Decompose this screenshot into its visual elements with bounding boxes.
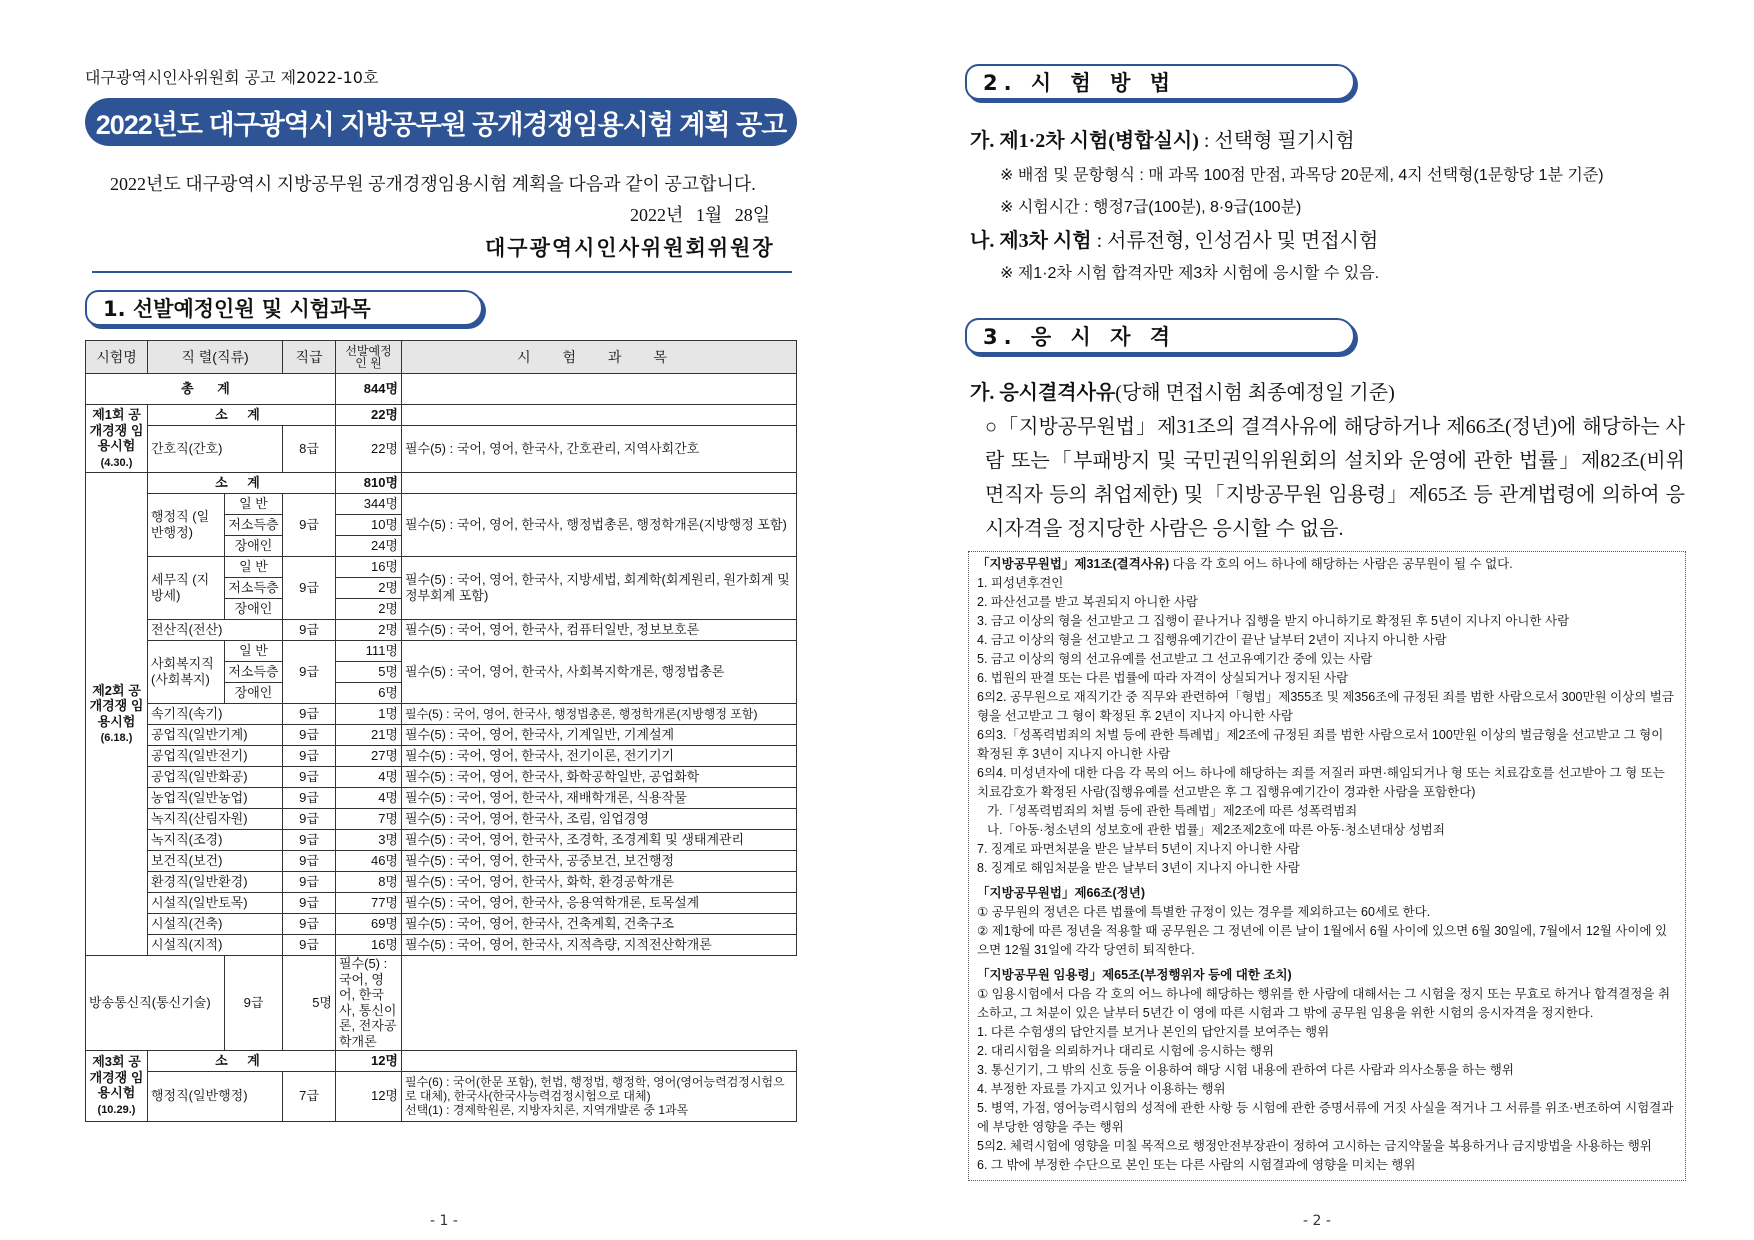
table-row: 제3회 공개경쟁 임용시험 (10.29.) 소 계 12명 [86,1050,797,1071]
table-header-row [86,341,797,374]
law-list-item: 1. 피성년후견인 [977,576,1064,590]
table-row: 저소득층 2명 [86,578,797,599]
law-list-item: 6. 그 밖에 부정한 수단으로 본인 또는 다른 사람의 시험결과에 영향을 미치는 행위 [977,1158,1416,1172]
notice-number: 대구광역시인사위원회 공고 제2022-10호 [85,68,379,87]
law-list-item: 6의4. 미성년자에 대한 다음 각 목의 어느 하나에 해당하는 죄를 저질러 파면·해임되거나 형 또는 치료감호를 선고받아 그 형 또는 치료감호가 확정된 사람(집행유예를 선고받은 후 그 집행유예기간이 경과한 사람을 포함한다) [977,766,1665,799]
law-list-item: 5의2. 체력시험에 영향을 미칠 목적으로 행정안전부장관이 정하여 고시하는 금지약물을 복용하거나 금지방법을 사용하는 행위 [977,1139,1652,1153]
intro-text: 2022년도 대구광역시 지방공무원 공개경쟁임용시험 계획을 다음과 같이 공고합니다. [110,174,756,194]
table-row [86,374,797,405]
table-row: 행정직 (일반행정) 일 반 9급 344명 필수(5) : 국어, 영어, 한국사, 행정법총론, 행정학개론(지방행정 포함) [86,494,797,515]
law65-heading: 「지방공무원 임용령」제65조(부정행위자 등에 대한 조치) [977,968,1292,982]
table-row: 환경직(일반환경) 9급 8명 필수(5) : 국어, 영어, 한국사, 화학, 환경공학개론 [86,872,797,893]
table-row: 장애인 24명 [86,536,797,557]
table-row: 공업직(일반화공) 9급 4명 필수(5) : 국어, 영어, 한국사, 화학공학일반, 공업화학 [86,767,797,788]
law-list-item: 8. 징계로 해임처분을 받은 날부터 3년이 지나지 아니한 사람 [977,861,1300,875]
law-list-item: 6. 법원의 판결 또는 다른 법률에 따라 자격이 상실되거나 정지된 사람 [977,671,1349,685]
page-title [85,98,797,146]
page-number-2: - 2 - [1303,1213,1331,1229]
law-list-item: 6의3.「성폭력범죄의 처벌 등에 관한 특례법」제2조에 규정된 죄를 범한 사람으로서 100만원 이상의 벌금형을 선고받고 그 형이 확정된 후 3년이 지나지 아니한 사람 [977,728,1664,761]
page-title-text: 2022년도 대구광역시 지방공무원 공개경쟁임용시험 계획 공고 [95,109,787,140]
law-list-item: 가.「성폭력범죄의 처벌 등에 관한 특례법」제2조에 따른 성폭력범죄 [987,804,1358,818]
table-row: 저소득층 10명 [86,515,797,536]
law-list-item: ① 공무원의 정년은 다른 법률에 특별한 규정이 있는 경우를 제외하고는 60세로 한다. [977,905,1431,919]
subtotal-label: 소 계 [148,405,336,426]
law-list-item: ② 제1항에 따른 정년을 적용할 때 공무원은 그 정년에 이른 날이 1월에서 6월 사이에 있으면 6월 30일에, 7월에서 12월 사이에 있으면 12월 31일에 각각 당연히 퇴직한다. [977,924,1668,957]
th-position: 직 렬(직류) [148,341,283,374]
section2-title [965,64,1355,100]
table-row: 방송통신직(통신기술) 9급 5명 필수(5) : 국어, 영어, 한국사, 통신이론, 전자공학개론 [86,956,797,1051]
law-list-item: 6의2. 공무원으로 재직기간 중 직무와 관련하여「형법」제355조 및 제356조에 규정된 죄를 범한 사람으로서 300만원 이상의 벌금형을 선고받고 그 형이 확정된 후 2년이 지나지 아니한 사람 [977,690,1674,723]
method-b: 나. 제3차 시험 : 서류전형, 인성검사 및 면접시험 [970,230,1379,252]
table-row [86,405,797,426]
law-list-item: 4. 금고 이상의 형을 선고받고 그 집행유예기간이 끝난 날부터 2년이 지나지 아니한 사람 [977,633,1447,647]
law66-heading: 「지방공무원법」제66조(정년) [977,886,1145,900]
law31-heading: 「지방공무원법」제31조(결격사유) 다음 각 호의 어느 하나에 해당하는 사람은 공무원이 될 수 없다. [977,557,1513,571]
exam1-name: 제1회 공개경쟁 임용시험 (4.30.) [86,405,148,473]
th-subjects: 시 험 과 목 [402,341,797,374]
table-row: 공업직(일반기계) 9급 21명 필수(5) : 국어, 영어, 한국사, 기계일반, 기계설계 [86,725,797,746]
table-row: 시설직(지적) 9급 16명 필수(5) : 국어, 영어, 한국사, 지적측량, 지적전산학개론 [86,935,797,956]
table-row: 저소득층 5명 [86,662,797,683]
table-row: 세무직 (지방세) 일 반 9급 16명 필수(5) : 국어, 영어, 한국사, 지방세법, 회계학(회계원리, 원가회계 및 정부회계 포함) [86,557,797,578]
exam3-subtotal: 12명 [336,1050,402,1071]
page-number-1: - 1 - [430,1213,458,1229]
table-row: 간호직(간호) 8급 22명 필수(5) : 국어, 영어, 한국사, 간호관리, 지역사회간호 [86,426,797,473]
law-list-item: 7. 징계로 파면처분을 받은 날부터 5년이 지나지 아니한 사람 [977,842,1300,856]
table-row: 장애인 6명 [86,683,797,704]
law-list-item: 5. 병역, 가점, 영어능력시험의 성적에 관한 사항 등 시험에 관한 증명서류에 거짓 사실을 적거나 그 서류를 위조·변조하여 시험결과에 부당한 영향을 주는 행위 [977,1101,1674,1134]
law-list-item: 나.「아동·청소년의 성보호에 관한 법률」제2조제2호에 따른 아동·청소년대상 성범죄 [987,823,1445,837]
table-row: 장애인 2명 [86,599,797,620]
section3-title-text: 3. 응 시 자 격 [983,325,1176,349]
exam2-name: 제2회 공개경쟁 임용시험 (6.18.) [86,473,148,956]
law-list-item: 2. 파산선고를 받고 복권되지 아니한 사람 [977,595,1198,609]
table-row: 사회복지직 (사회복지) 일 반 9급 111명 필수(5) : 국어, 영어, 한국사, 사회복지학개론, 행정법총론 [86,641,797,662]
exam3-name: 제3회 공개경쟁 임용시험 (10.29.) [86,1050,148,1121]
law-list-item: 2. 대리시험을 의뢰하거나 대리로 시험에 응시하는 행위 [977,1044,1274,1058]
table-row: 행정직(일반행정) 7급 12명 필수(6) : 국어(한문 포함), 헌법, 행정법, 행정학, 영어(영어능력검정시험으로 대체), 한국사(한국사능력검정시험으로 대체) 선택(1) : 경제학원론, 지방자치론, 지역개발론 중 1과목 [86,1071,797,1121]
table-row: 제2회 공개경쟁 임용시험 (6.18.) 소 계 810명 [86,473,797,494]
law-list-item: 3. 금고 이상의 형을 선고받고 그 집행이 끝나거나 집행을 받지 아니하기로 확정된 후 5년이 지나지 아니한 사람 [977,614,1570,628]
method-note-3: ※ 제1·2차 시험 합격자만 제3차 시험에 응시할 수 있음. [1000,265,1380,282]
qual-a: 가. 응시결격사유(당해 면접시험 최종예정일 기준) [970,382,1395,404]
signer: 대구광역시인사위원회위원장 [485,236,775,260]
table-row: 보건직(보건) 9급 46명 필수(5) : 국어, 영어, 한국사, 공중보건, 보건행정 [86,851,797,872]
section1-title [85,290,483,326]
law65-list [977,985,1677,1175]
table-row: 농업직(일반농업) 9급 4명 필수(5) : 국어, 영어, 한국사, 재배학개론, 식용작물 [86,788,797,809]
table-row: 녹지직(조경) 9급 3명 필수(5) : 국어, 영어, 한국사, 조경학, 조경계획 및 생태계관리 [86,830,797,851]
table-row: 녹지직(산림자원) 9급 7명 필수(5) : 국어, 영어, 한국사, 조림, 임업경영 [86,809,797,830]
law-list-item: 1. 다른 수험생의 답안지를 보거나 본인의 답안지를 보여주는 행위 [977,1025,1330,1039]
table-row: 시설직(일반토목) 9급 77명 필수(5) : 국어, 영어, 한국사, 응용역학개론, 토목설계 [86,893,797,914]
total-label: 총 계 [86,374,336,405]
divider [92,271,792,273]
total-count: 844명 [336,374,402,405]
law31-list [977,574,1677,878]
exam-table [85,340,797,1122]
law-list-item: 4. 부정한 자료를 가지고 있거나 이용하는 행위 [977,1082,1226,1096]
section2-title-text: 2. 시 험 방 법 [983,71,1176,95]
law-list-item: ① 임용시험에서 다음 각 호의 어느 하나에 해당하는 행위를 한 사람에 대해서는 그 시험을 정지 또는 무효로 하거나 합격결정을 취소하고, 그 처분이 있은 날부터 5년간 이 영에 따른 시험과 그 밖에 공무원 임용을 위한 시험의 응시자격을 정지한다. [977,987,1671,1020]
method-a: 가. 제1·2차 시험(병합실시) : 선택형 필기시험 [970,130,1355,152]
law-excerpt-box [968,551,1686,1181]
table-row: 속기직(속기) 9급 1명 필수(5) : 국어, 영어, 한국사, 행정법총론, 행정학개론(지방행정 포함) [86,704,797,725]
table-row: 전산직(전산) 9급 2명 필수(5) : 국어, 영어, 한국사, 컴퓨터일반, 정보보호론 [86,620,797,641]
law-list-item: 3. 통신기기, 그 밖의 신호 등을 이용하여 해당 시험 내용에 관하여 다른 사람과 의사소통을 하는 행위 [977,1063,1514,1077]
table-row: 시설직(건축) 9급 69명 필수(5) : 국어, 영어, 한국사, 건축계획, 건축구조 [86,914,797,935]
th-grade: 직급 [283,341,336,374]
method-note-1: ※ 배점 및 문항형식 : 매 과목 100점 만점, 과목당 20문제, 4지 선택형(1문항당 1분 기준) [1000,167,1604,184]
exam1-subtotal: 22명 [336,405,402,426]
qual-paragraph: ○「지방공무원법」제31조의 결격사유에 해당하거나 제66조(정년)에 해당하는 사람 또는「부패방지 및 국민권익위원회의 설치와 운영에 관한 법률」제82조(비위면직자 등의 취업제한) 및「지방공무원 임용령」제65조 등 관계법령에 의하여 응시자격을 정지당한 사람은 응시할 수 없음. [985,416,1685,540]
th-exam: 시험명 [86,341,148,374]
th-count: 선발예정 인 원 [336,341,402,374]
section1-title-text: 1. 선발예정인원 및 시험과목 [103,297,371,321]
notice-date: 2022년 1월 28일 [630,205,771,225]
section3-title [965,318,1355,354]
law-list-item: 5. 금고 이상의 형의 선고유예를 선고받고 그 선고유예기간 중에 있는 사람 [977,652,1373,666]
method-note-2: ※ 시험시간 : 행정7급(100분), 8·9급(100분) [1000,199,1302,216]
exam2-subtotal: 810명 [336,473,402,494]
law66-list [977,903,1677,960]
table-row: 공업직(일반전기) 9급 27명 필수(5) : 국어, 영어, 한국사, 전기이론, 전기기기 [86,746,797,767]
